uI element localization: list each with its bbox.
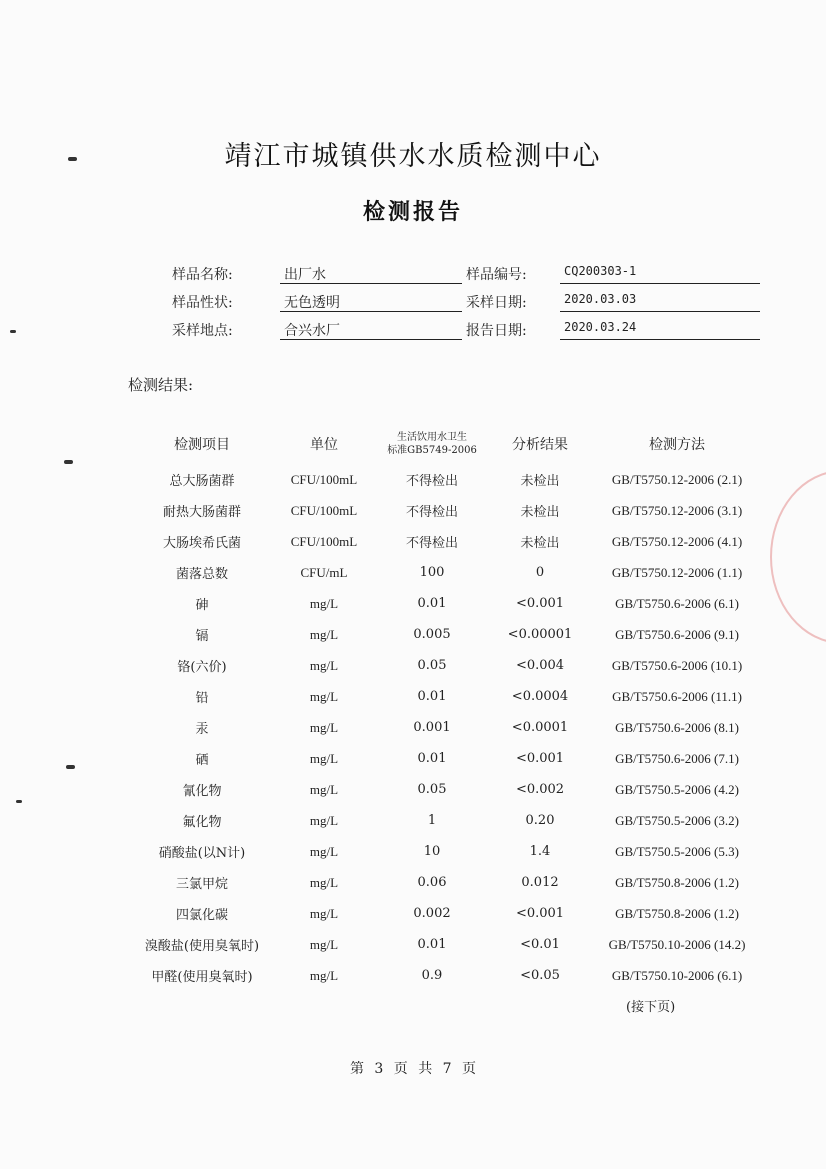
cell-result: 0 [535,565,545,580]
cell-unit: mg/L [309,967,339,983]
cell-method: GB/T5750.10-2006 (14.2) [608,936,746,952]
cell-method: GB/T5750.5-2006 (3.2) [615,812,739,828]
cell-result: 未检出 [520,505,560,520]
cell-unit: CFU/100mL [290,502,358,518]
report-date-value: 2020.03.24 [560,320,760,340]
cell-standard: 1 [427,813,437,828]
info-row-property [0,292,826,316]
cell-standard: 0.01 [417,689,447,704]
cell-method: GB/T5750.12-2006 (1.1) [611,564,743,580]
cell-result: <0.002 [515,782,565,797]
report-title: 检测报告 [362,199,463,225]
cell-item: 硒 [195,753,209,768]
table-row [132,464,762,495]
header-unit: 单位 [310,437,338,453]
cell-method: GB/T5750.12-2006 (2.1) [611,471,743,487]
cell-result: 0.012 [521,875,559,890]
cell-standard: 0.9 [421,968,443,983]
cell-result: <0.01 [520,937,560,952]
header-standard [376,424,488,464]
cell-standard: 0.06 [417,875,447,890]
table-row [132,805,762,836]
cell-result: 0.20 [525,813,555,828]
cell-standard: 不得检出 [405,536,458,551]
cell-unit: mg/L [309,688,339,704]
cell-result: 未检出 [520,536,560,551]
cell-item: 镉 [195,629,209,644]
cell-method: GB/T5750.6-2006 (9.1) [615,626,739,642]
sample-name-label: 样品名称: [172,267,233,283]
cell-method: GB/T5750.5-2006 (5.3) [615,843,739,859]
header-result: 分析结果 [512,437,568,453]
cell-item: 铅 [195,691,209,706]
sample-name-value: 出厂水 [280,264,462,284]
cell-standard: 0.01 [417,937,447,952]
cell-item: 溴酸盐(使用臭氧时) [144,939,260,954]
table-row [132,960,762,991]
continued-note: (接下页) [626,1000,676,1015]
table-row [132,681,762,712]
cell-standard: 0.005 [413,627,451,642]
header-standard-line1: 生活饮用水卫生 [397,432,467,443]
cell-result: <0.00001 [507,627,573,642]
cell-standard: 0.001 [413,720,451,735]
cell-result: <0.004 [515,658,565,673]
cell-method: GB/T5750.6-2006 (7.1) [615,750,739,766]
report-date-label: 报告日期: [466,323,527,339]
results-table [132,424,762,991]
cell-method: GB/T5750.5-2006 (4.2) [615,781,739,797]
cell-item: 甲醛(使用臭氧时) [151,970,253,985]
cell-unit: mg/L [309,657,339,673]
table-row [132,712,762,743]
cell-method: GB/T5750.6-2006 (6.1) [615,595,739,611]
cell-unit: mg/L [309,719,339,735]
cell-result: 未检出 [520,474,560,489]
cell-standard: 100 [419,565,445,580]
header-standard-line2: 标准GB5749-2006 [387,445,477,456]
cell-unit: mg/L [309,595,339,611]
cell-standard: 0.002 [413,906,451,921]
cell-standard: 0.01 [417,596,447,611]
cell-standard: 10 [423,844,441,859]
sample-code-label: 样品编号: [466,267,527,283]
cell-item: 汞 [195,722,209,737]
cell-method: GB/T5750.6-2006 (11.1) [612,688,742,704]
cell-unit: CFU/100mL [290,471,358,487]
cell-item: 砷 [195,598,209,613]
cell-result: <0.0001 [511,720,569,735]
cell-item: 菌落总数 [175,567,228,582]
cell-standard: 不得检出 [405,474,458,489]
cell-method: GB/T5750.12-2006 (3.1) [611,502,743,518]
scan-speck [68,157,77,161]
cell-result: <0.001 [515,751,565,766]
cell-unit: mg/L [309,874,339,890]
cell-item: 铬(六价) [177,660,227,675]
cell-method: GB/T5750.6-2006 (8.1) [615,719,739,735]
cell-standard: 0.05 [417,658,447,673]
sampling-date-label: 采样日期: [466,295,527,311]
cell-item: 大肠埃希氏菌 [162,536,241,551]
cell-unit: mg/L [309,781,339,797]
results-body [132,464,762,991]
cell-item: 三氯甲烷 [175,877,228,892]
scan-speck [16,800,22,803]
table-row [132,619,762,650]
sample-property-label: 样品性状: [172,295,233,311]
table-row [132,743,762,774]
cell-unit: mg/L [309,936,339,952]
cell-method: GB/T5750.10-2006 (6.1) [611,967,743,983]
cell-item: 硝酸盐(以N计) [158,846,246,861]
header-method: 检测方法 [649,437,705,453]
cell-result: <0.001 [515,596,565,611]
sample-code-value: CQ200303-1 [560,264,760,284]
cell-unit: mg/L [309,905,339,921]
table-row [132,495,762,526]
table-row [132,774,762,805]
cell-unit: CFU/mL [300,564,348,580]
table-row [132,867,762,898]
header-item: 检测项目 [174,437,230,453]
cell-result: <0.05 [520,968,560,983]
cell-method: GB/T5750.8-2006 (1.2) [615,905,739,921]
scan-speck [66,765,75,769]
cell-result: <0.0004 [511,689,569,704]
cell-unit: mg/L [309,750,339,766]
cell-method: GB/T5750.12-2006 (4.1) [611,533,743,549]
table-row [132,588,762,619]
cell-standard: 0.05 [417,782,447,797]
cell-result: <0.001 [515,906,565,921]
page-number: 第 3 页 共 7 页 [349,1061,477,1077]
sampling-location-label: 采样地点: [172,323,233,339]
table-row [132,526,762,557]
scan-speck [10,330,16,333]
sample-property-value: 无色透明 [280,292,462,312]
cell-method: GB/T5750.8-2006 (1.2) [615,874,739,890]
cell-item: 总大肠菌群 [169,474,235,489]
sampling-date-value: 2020.03.03 [560,292,760,312]
cell-unit: mg/L [309,626,339,642]
sampling-location-value: 合兴水厂 [280,320,462,340]
org-title: 靖江市城镇供水水质检测中心 [224,141,602,172]
seal-fragment [770,470,826,644]
info-row-location [0,320,826,344]
cell-item: 四氯化碳 [175,908,228,923]
cell-standard: 不得检出 [405,505,458,520]
table-row [132,650,762,681]
cell-unit: mg/L [309,843,339,859]
table-row [132,898,762,929]
cell-method: GB/T5750.6-2006 (10.1) [611,657,743,673]
table-row [132,836,762,867]
cell-item: 氰化物 [182,784,222,799]
cell-item: 耐热大肠菌群 [162,505,241,520]
cell-standard: 0.01 [417,751,447,766]
info-row-name [0,264,826,288]
table-header-row [132,424,762,464]
results-section-label: 检测结果: [128,376,194,394]
cell-result: 1.4 [529,844,551,859]
cell-unit: CFU/100mL [290,533,358,549]
table-row [132,929,762,960]
cell-item: 氟化物 [182,815,222,830]
cell-unit: mg/L [309,812,339,828]
table-row [132,557,762,588]
scan-speck [64,460,73,464]
